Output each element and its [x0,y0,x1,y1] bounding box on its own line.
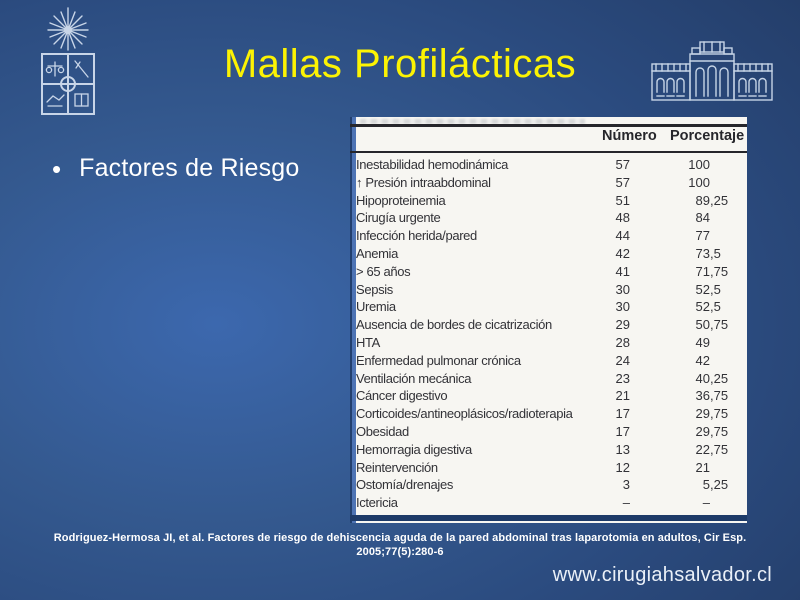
factor-cell: > 65 años [356,263,411,279]
table-top-rule [350,124,747,127]
factor-cell: Corticoides/antineoplásicos/radioterapia [356,406,573,422]
porcentaje-dec-cell: ,25 [710,370,729,386]
website-link[interactable]: www.cirugiahsalvador.cl [552,564,772,586]
porcentaje-dec-cell: ,25 [710,192,729,208]
numero-cell: 57 [615,157,630,172]
factor-cell: Anemia [356,245,398,261]
porcentaje-dec-cell [710,227,746,245]
porcentaje-int-cell: 36 [695,388,710,404]
porcentaje-dec-cell: ,75 [710,423,729,439]
porcentaje-int-cell: 22 [695,441,710,457]
factor-cell: HTA [356,334,380,350]
table-row [356,227,747,245]
citation-line-1: Rodriguez-Hermosa JI, et al. Factores de riesgo de dehiscencia aguda de la pared abdominal tras laparotomia en adultos, Cir Esp. [53,532,747,544]
risk-table-rows [356,156,747,512]
risk-factors-table [350,117,747,523]
porcentaje-int-cell: 50 [695,317,710,333]
building-left-wing [652,64,690,100]
factor-cell: Cáncer digestivo [356,388,448,404]
numero-cell: 57 [615,174,630,190]
numero-cell: 28 [615,334,630,350]
numero-cell: 30 [615,281,630,297]
table-row [356,476,747,494]
building-right-wing [734,64,772,100]
porcentaje-dec-cell: ,5 [710,299,721,315]
factor-cell: Ostomía/drenajes [356,477,454,493]
factor-cell: Reintervención [356,459,438,475]
table-row [356,334,747,352]
table-bottom-bar [350,515,747,521]
porcentaje-dec-cell: ,75 [710,406,729,422]
factor-cell: Infección herida/pared [356,228,477,244]
numero-cell: 17 [615,423,630,439]
numero-cell: 44 [615,228,630,244]
table-row [356,298,747,316]
table-row [356,352,747,370]
porcentaje-int-cell: 29 [695,406,710,422]
table-row [356,423,747,441]
porcentaje-int-cell: 40 [695,370,710,386]
page-title: Mallas Profilácticas [223,42,577,86]
porcentaje-dec-cell: ,25 [710,477,729,493]
porcentaje-int-cell: 52 [695,281,710,297]
table-row [356,370,747,388]
table-row [356,405,747,423]
numero-cell: 21 [615,388,630,404]
porcentaje-dec-cell: ,75 [710,441,729,457]
factor-cell: Inestabilidad hemodinámica [356,157,509,172]
porcentaje-int-cell: 29 [695,423,710,439]
porcentaje-int-cell: 100 [688,174,710,190]
porcentaje-int-cell: 100 [688,157,710,172]
table-header-row [350,128,747,150]
factor-cell: Ventilación mecánica [356,370,472,386]
numero-cell: 13 [615,441,630,457]
table-row [356,263,747,281]
building-central-block [690,42,734,100]
porcentaje-int-cell: 5 [702,477,710,493]
numero-cell: 17 [615,406,630,422]
porcentaje-dec-cell [710,334,746,352]
porcentaje-dec-cell: ,5 [710,281,721,297]
porcentaje-dec-cell [710,174,746,192]
porcentaje-dec-cell [710,209,746,227]
table-row [356,316,747,334]
numero-cell: 48 [615,210,630,226]
numero-cell: 30 [615,299,630,315]
factor-cell: Sepsis [356,281,393,297]
hospital-building-icon [650,40,774,104]
table-row [356,174,747,192]
porcentaje-int-cell: 84 [695,210,710,226]
factor-cell: Hemorragia digestiva [356,441,472,457]
porcentaje-int-cell: 77 [695,228,710,244]
porcentaje-int-cell: 49 [695,334,710,350]
porcentaje-dec-cell: ,75 [710,388,729,404]
citation-line-2: 2005;77(5):280-6 [356,546,444,558]
table-row [356,156,747,174]
bullet-icon: • [52,153,62,184]
table-row [356,441,747,459]
porcentaje-int-cell: 52 [695,299,710,315]
porcentaje-int-cell: – [702,495,710,511]
table-row [356,494,747,512]
porcentaje-dec-cell: ,75 [710,263,729,279]
table-row [356,209,747,227]
porcentaje-dec-cell [710,156,746,174]
citation [30,531,770,559]
porcentaje-int-cell: 73 [695,245,710,261]
factor-cell: Hipoproteinemia [356,192,446,208]
porcentaje-dec-cell: ,75 [710,317,729,333]
porcentaje-dec-cell: ,5 [710,245,721,261]
porcentaje-int-cell: 21 [695,459,710,475]
numero-cell: – [622,495,630,511]
table-row [356,245,747,263]
table-row [356,387,747,405]
numero-cell: 24 [615,352,630,368]
factor-cell: Uremia [356,299,396,315]
numero-cell: 51 [615,192,630,208]
porcentaje-int-cell: 71 [695,263,710,279]
factor-cell: Obesidad [356,423,409,439]
factor-cell: ↑ Presión intraabdominal [356,174,491,190]
porcentaje-int-cell: 89 [695,192,710,208]
porcentaje-dec-cell [710,459,746,477]
factor-cell: Enfermedad pulmonar crónica [356,352,521,368]
numero-cell: 23 [615,370,630,386]
column-header-numero: Número [602,128,657,144]
bullet-item [52,154,299,183]
numero-cell: 3 [622,477,630,493]
numero-cell: 12 [615,459,630,475]
porcentaje-dec-cell [710,494,746,512]
table-row [356,459,747,477]
porcentaje-int-cell: 42 [695,352,710,368]
porcentaje-dec-cell [710,352,746,370]
factor-cell: Ictericia [356,495,398,511]
numero-cell: 42 [615,245,630,261]
table-row [356,281,747,299]
table-header-rule [350,151,747,153]
factor-cell: Ausencia de bordes de cicatrización [356,317,552,333]
table-row [356,192,747,210]
numero-cell: 41 [615,263,630,279]
numero-cell: 29 [615,317,630,333]
bullet-text: Factores de Riesgo [79,154,300,182]
column-header-porcentaje: Porcentaje [670,128,745,144]
factor-cell: Cirugía urgente [356,210,441,226]
